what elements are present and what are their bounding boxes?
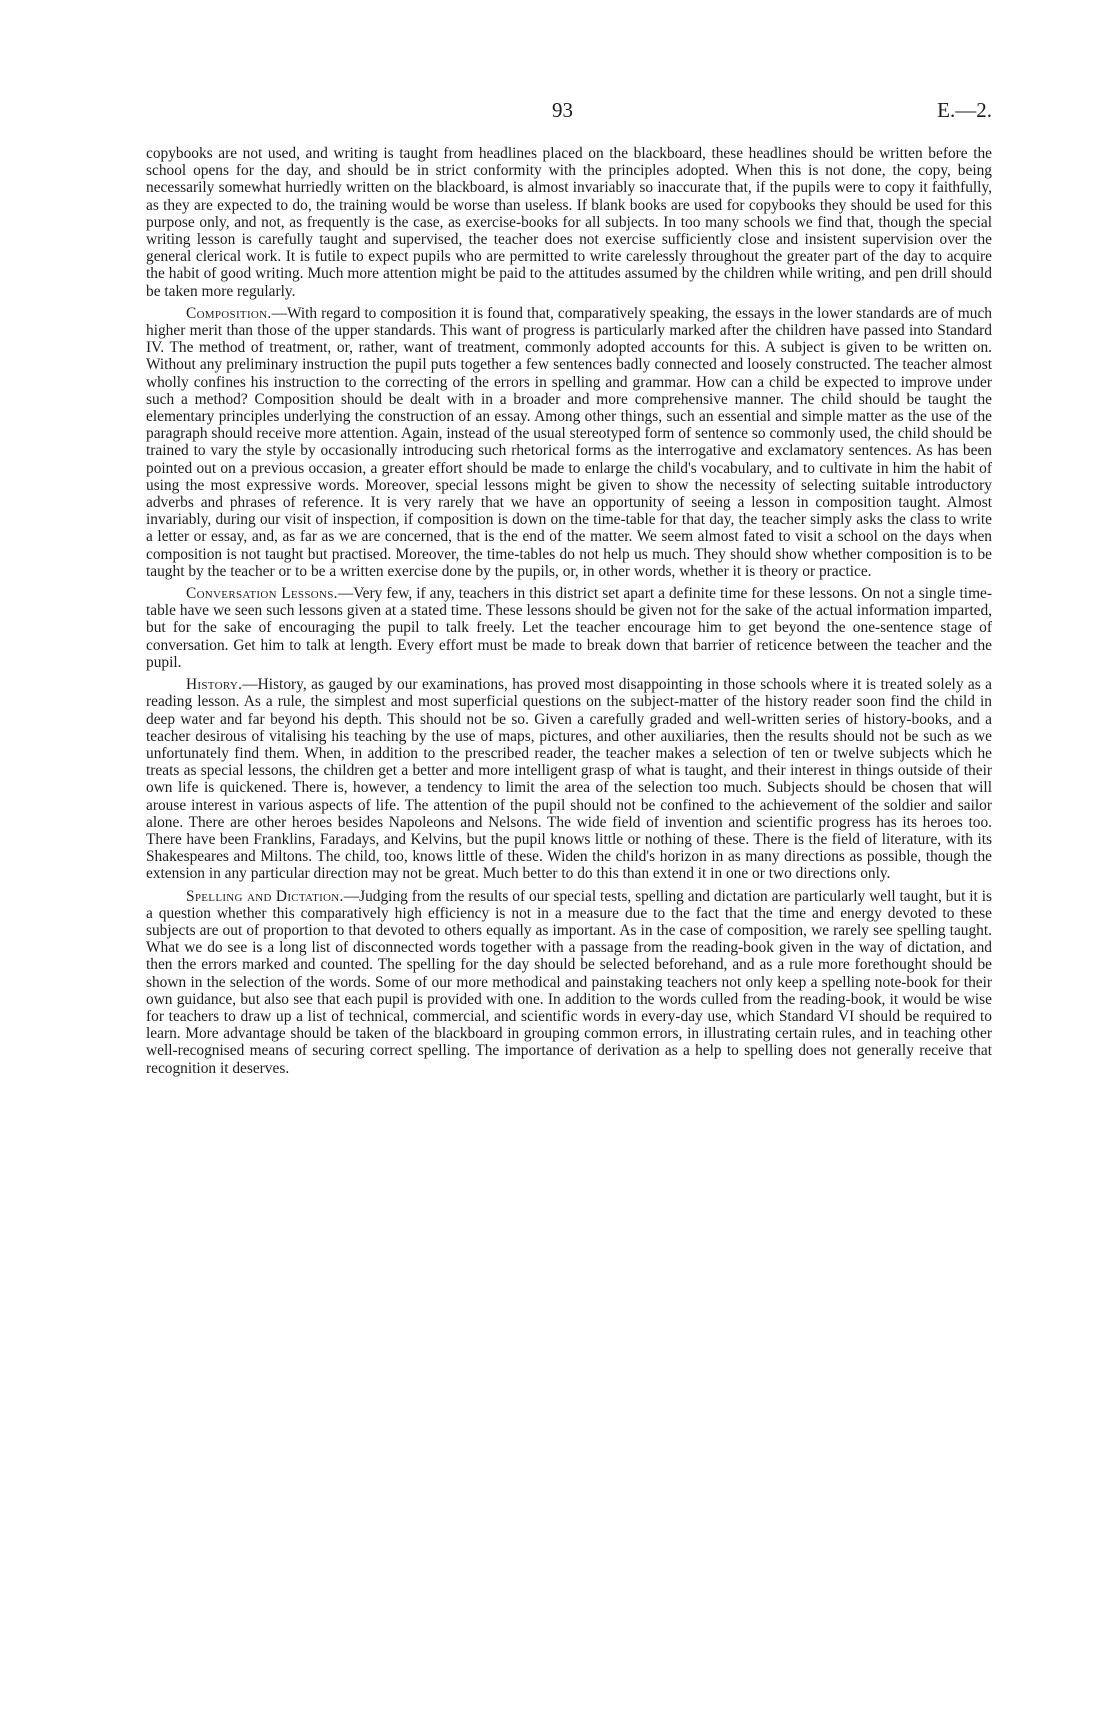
section-heading-conversation-lessons: Conversation Lessons. xyxy=(186,585,338,603)
paragraph-text: copybooks are not used, and writing is taught from headlines placed on the blackboard, these headlines should be written before the school opens for the day, and should be in strict conformity with the principles adopted. When this is not done, the copy, being necessarily somewhat hurriedly written on the blackboard, is almost invariably so inaccurate that, if the pupils were to copy it faithfully, as they are expected to do, the training would be worse than useless. If blank books are used for copybooks they should be used for this purpose only, and not, as frequently is the case, as exercise-books for all subjects. In too many schools we find that, though the special writing lesson is carefully taught and supervised, the teacher does not exercise sufficiently close and insistent supervision over the general clerical work. It is futile to expect pupils who are permitted to write carelessly throughout the greater part of the day to acquire the habit of good writing. Much more attention might be paid to the attitudes assumed by the children while writing, and pen drill should be taken more regularly. xyxy=(146,145,992,300)
page-number: 93 xyxy=(552,98,573,122)
page-header xyxy=(0,98,1114,124)
paragraph-composition xyxy=(146,305,992,580)
paragraph-text: —History, as gauged by our examinations, has proved most disappointing in those schools where it is treated solely as a reading lesson. As a rule, the simplest and most superficial questions on the subject-matter of the history reader soon find the child in deep water and far beyond his depth. This should not be so. Given a carefully graded and well-written series of history-books, and a teacher desirous of vitalising his teaching by the use of maps, pictures, and other auxiliaries, then the results should not be such as we unfortunately find them. When, in addition to the prescribed reader, the teacher makes a selection of ten or twelve subjects which he treats as special lessons, the children get a better and more intelligent grasp of what is taught, and their interest in things outside of their own life is quickened. There is, however, a tendency to limit the area of the selection too much. Subjects should be chosen that will arouse interest in various aspects of life. The attention of the pupil should not be confined to the achievement of the soldier and sailor alone. There are other heroes besides Napoleons and Nelsons. The wide field of invention and scientific progress has its heroes too. There have been Franklins, Faradays, and Kelvins, but the pupil knows little or nothing of these. There is the field of literature, with its Shakespeares and Miltons. The child, too, knows little of these. Widen the child's horizon in as many directions as possible, though the extension in any particular direction may not be great. Much better to do this than extend it in one or two directions only. xyxy=(146,676,992,883)
paragraph-text: —Very few, if any, teachers in this district set apart a definite time for these lessons. On not a single time-table have we seen such lessons given at a stated time. These lessons should be given not for the sake of the actual information imparted, but for the sake of encouraging the pupil to talk freely. Let the teacher encourage him to get beyond the one-sentence stage of conversation. Get him to talk at length. Every effort must be made to break down that barrier of reticence between the teacher and the pupil. xyxy=(146,585,993,671)
section-heading-history: History. xyxy=(186,676,243,694)
paragraph-conversation-lessons xyxy=(146,585,992,671)
section-heading-composition: Composition. xyxy=(186,304,272,322)
paragraph-writing xyxy=(146,145,992,300)
section-heading-spelling-dictation: Spelling and Dictation. xyxy=(186,887,344,905)
paragraph-text: —Judging from the results of our special tests, spelling and dictation are particularly well taught, but it is a question whether this comparatively high efficiency is not in a measure due to the fact that the time and energy devoted to these subjects are out of proportion to that devoted to others equally as important. As in the case of composition, we rarely see spelling taught. What we do see is a long list of disconnected words together with a passage from the reading-book given in the way of dictation, and then the errors marked and counted. The spelling for the day should be selected beforehand, and as a rule more forethought should be shown in the selection of the words. Some of our more methodical and painstaking teachers not only keep a spelling note-book for their own guidance, but also see that each pupil is provided with one. In addition to the words culled from the reading-book, it would be wise for teachers to draw up a list of technical, commercial, and scientific words in every-day use, which Standard VI should be required to learn. More advantage should be taken of the blackboard in grouping common errors, in illustrating certain rules, and in teaching other well-recognised means of securing correct spelling. The importance of derivation as a help to spelling does not generally receive that recognition it deserves. xyxy=(146,887,992,1077)
report-body xyxy=(146,145,992,1082)
paragraph-text: —With regard to composition it is found that, comparatively speaking, the essays in the lower standards are of much higher merit than those of the upper standards. This want of progress is particularly marked after the children have passed into Standard IV. The method of treatment, or, rather, want of treatment, commonly adopted accounts for this. A subject is given to be written on. Without any preliminary instruction the pupil puts together a few sentences badly connected and loosely constructed. The teacher almost wholly confines his instruction to the correcting of the errors in spelling and grammar. How can a child be expected to improve under such a method? Composition should be dealt with in a broader and more comprehensive manner. The child should be taught the elementary principles underlying the construction of an essay. Among other things, such an essential and simple matter as the use of the paragraph should receive more attention. Again, instead of the usual stereotyped form of sentence so commonly used, the child should be trained to vary the style by occasionally introducing such rhetorical forms as the interrogative and exclamatory sentences. As has been pointed out on a previous occasion, a greater effort should be made to enlarge the child's vocabulary, and to cultivate in him the habit of using the most expressive words. Moreover, special lessons might be given to show the necessity of selecting suitable introductory adverbs and phrases of reference. It is very rarely that we have an opportunity of seeing a lesson in composition taught. Almost invariably, during our visit of inspection, if composition is down on the time-table for that day, the teacher simply asks the class to write a letter or essay, and, as far as we are concerned, that is the end of the matter. We seem almost fated to visit a school on the days when composition is not taught but practised. Moreover, the time-tables do not help us much. They should show whether composition is to be taught by the teacher or to be a written exercise done by the pupils, or, in other words, whether it is theory or practice. xyxy=(146,304,992,580)
document-code: E.—2. xyxy=(937,98,992,122)
paragraph-spelling-dictation xyxy=(146,888,992,1077)
paragraph-history xyxy=(146,676,992,882)
